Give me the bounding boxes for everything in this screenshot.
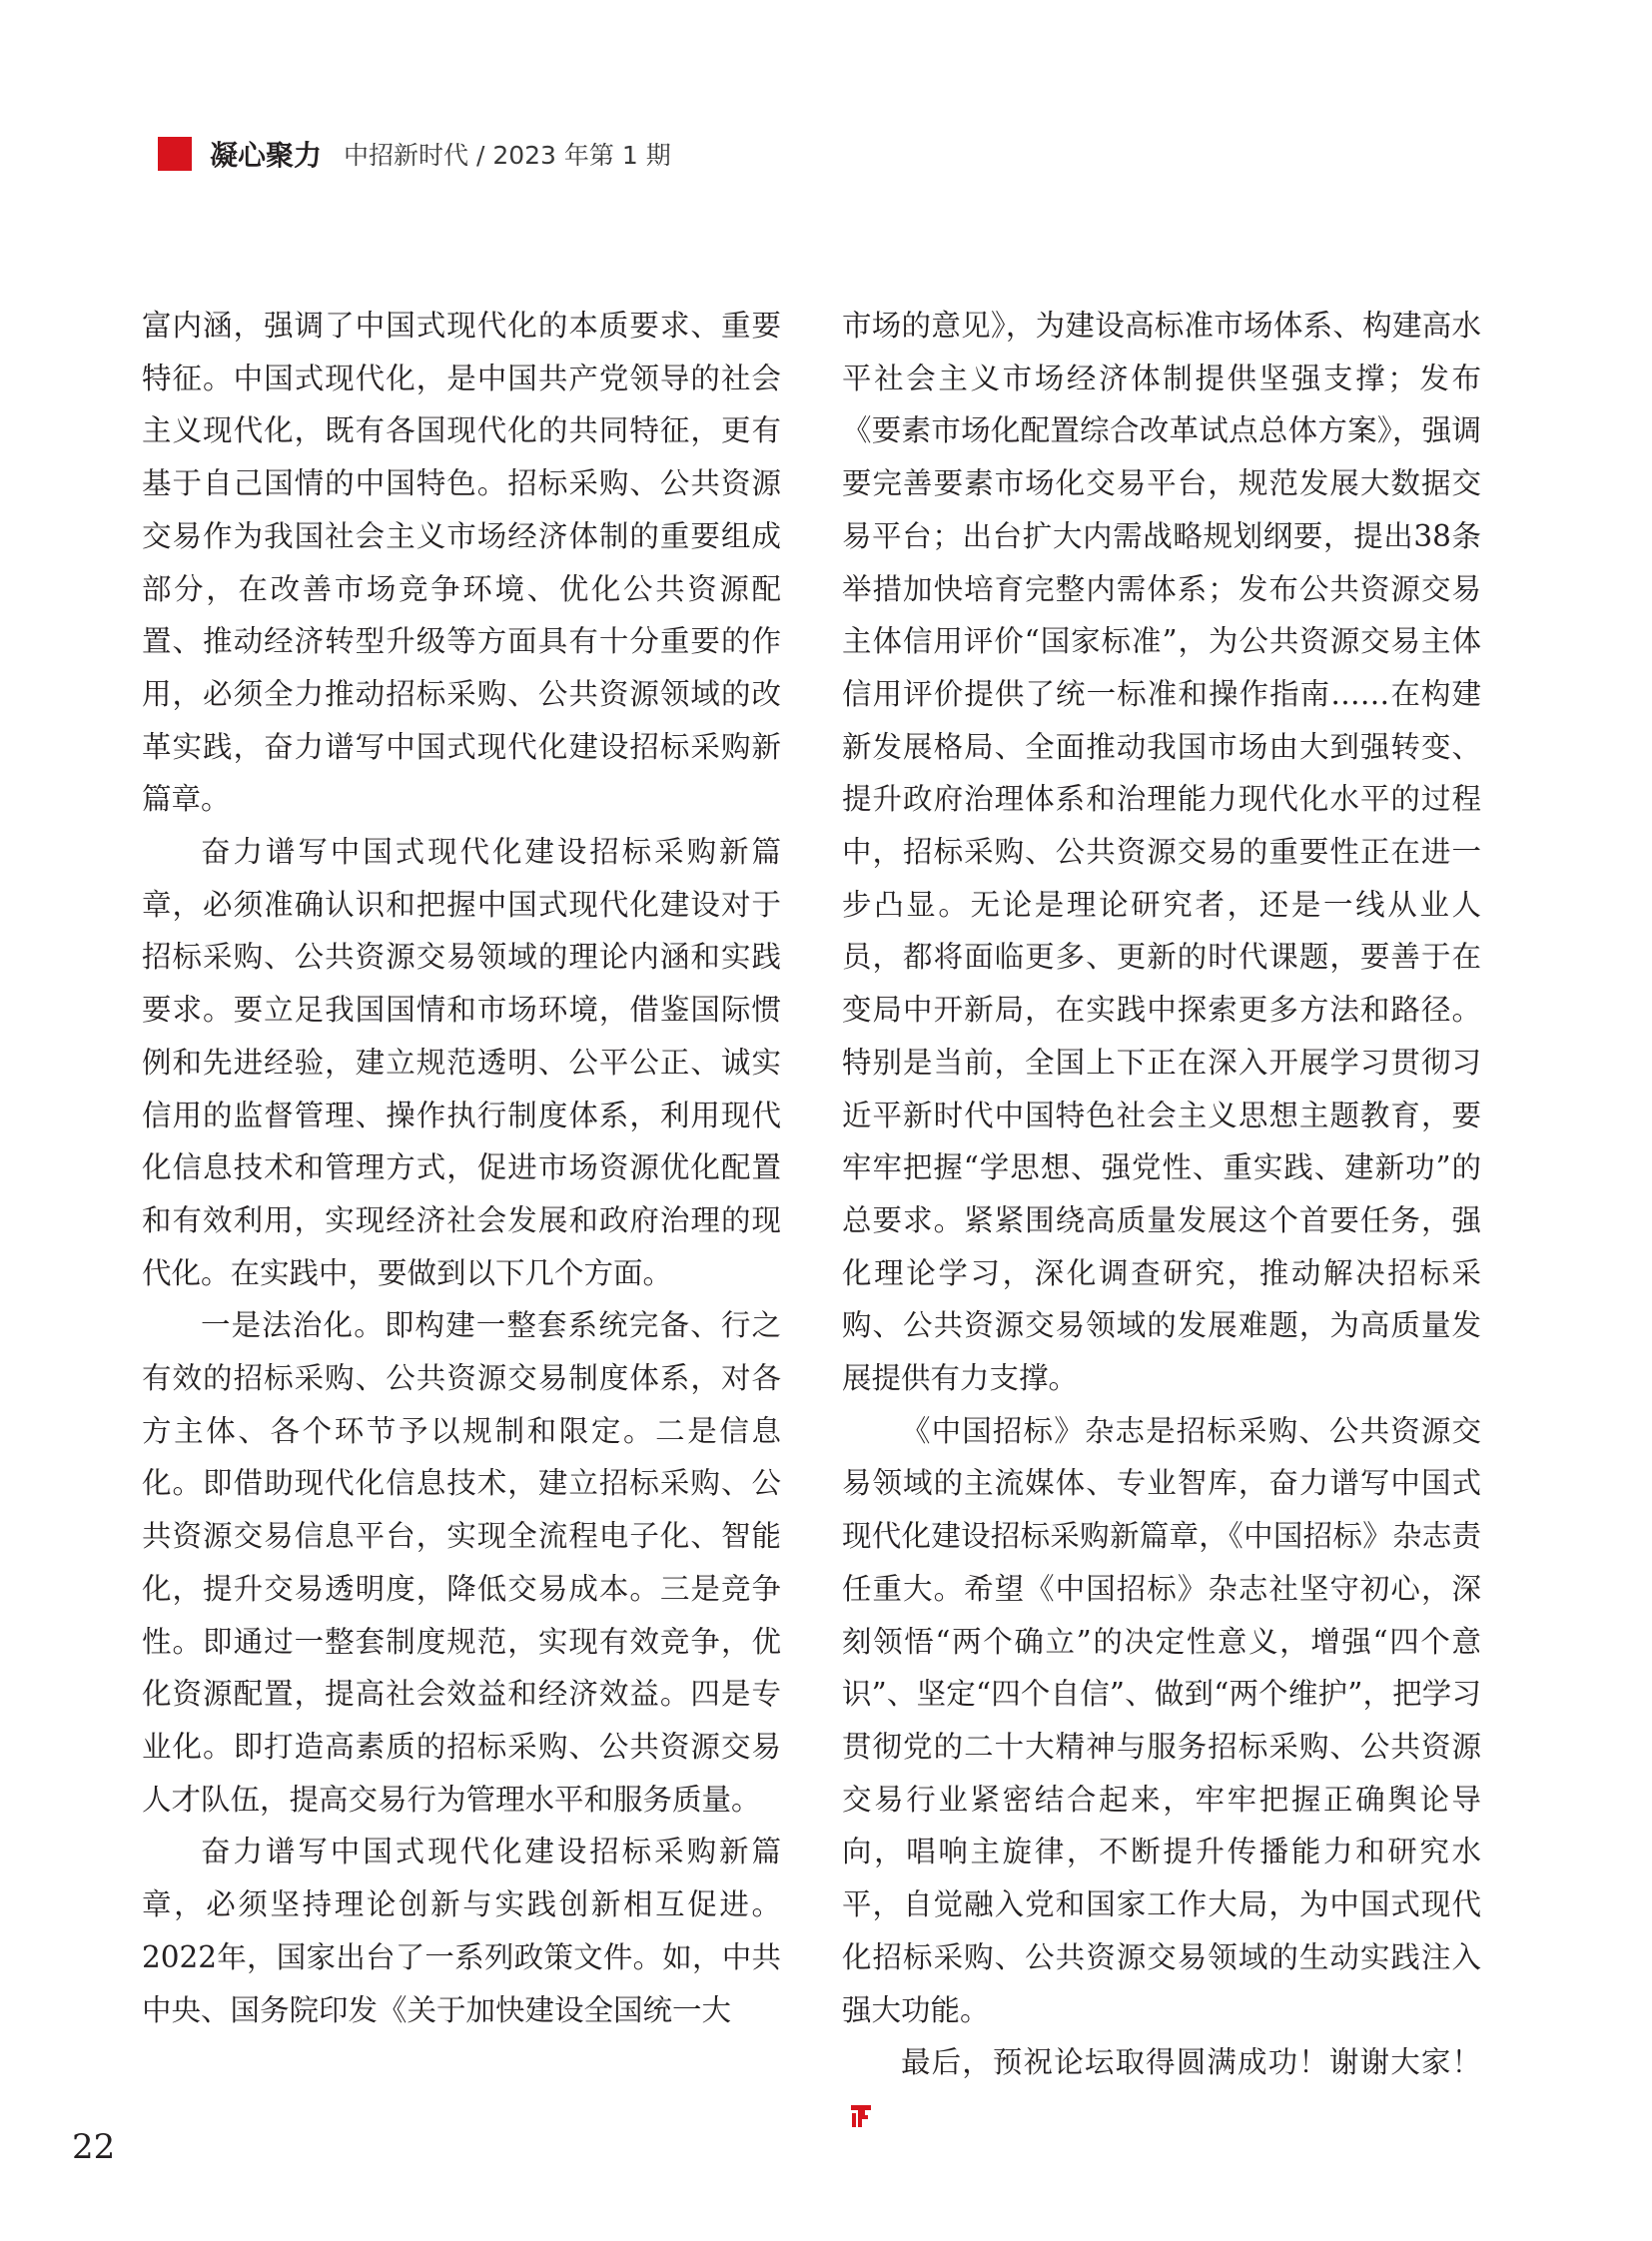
paragraph: 一是法治化。即构建一整套系统完备、行之有效的招标采购、公共资源交易制度体系，对各方主体、各个环节予以规制和限定。二是信息化。即借助现代化信息技术，建立招标采购、公共资源交易信息平台，实现全流程电子化、智能化，提升交易透明度，降低交易成本。三是竞争性。即通过一整套制度规范，实现有效竞争，优化资源配置，提高社会效益和经济效益。四是专业化。即打造高素质的招标采购、公共资源交易人才队伍，提高交易行为管理水平和服务质量。 [142, 1308, 781, 1817]
paragraph: 市场的意见》，为建设高标准市场体系、构建高水平社会主义市场经济体制提供坚强支撑；发布《要素市场化配置综合改革试点总体方案》，强调要完善要素市场化交易平台，规范发展大数据交易平台；出台扩大内需战略规划纲要，提出38条举措加快培育完整内需体系；发布公共资源交易主体信用评价“国家标准”，为公共资源交易主体信用评价提供了统一标准和操作指南……在构建新发展格局、全面推动我国市场由大到强转变、提升政府治理体系和治理能力现代化水平的过程中，招标采购、公共资源交易的重要性正在进一步凸显。无论是理论研究者，还是一线从业人员，都将面临更多、更新的时代课题，要善于在变局中开新局，在实践中探索更多方法和路径。特别是当前，全国上下正在深入开展学习贯彻习近平新时代中国特色社会主义思想主题教育，要牢牢把握“学思想、强党性、重实践、建新功”的总要求。紧紧围绕高质量发展这个首要任务，强化理论学习，深化调查研究，推动解决招标采购、公共资源交易领域的发展难题，为高质量发展提供有力支撑。 [842, 309, 1481, 1396]
closing-text: 最后，预祝论坛取得圆满成功！谢谢大家！ [901, 2045, 1481, 2080]
issue-label: 中招新时代 / 2023 年第 1 期 [344, 141, 671, 170]
red-square-icon [158, 137, 192, 171]
right-column [842, 300, 1481, 2142]
magazine-logo-icon [848, 2101, 874, 2129]
running-header [158, 134, 671, 174]
paragraph: 奋力谱写中国式现代化建设招标采购新篇章，必须准确认识和把握中国式现代化建设对于招标采购、公共资源交易领域的理论内涵和实践要求。要立足我国国情和市场环境，借鉴国际惯例和先进经验，建立规范透明、公平公正、诚实信用的监督管理、操作执行制度体系，利用现代化信息技术和管理方式，促进市场资源优化配置和有效利用，实现经济社会发展和政府治理的现代化。在实践中，要做到以下几个方面。 [142, 835, 781, 1290]
paragraph: 富内涵，强调了中国式现代化的本质要求、重要特征。中国式现代化，是中国共产党领导的社会主义现代化，既有各国现代化的共同特征，更有基于自己国情的中国特色。招标采购、公共资源交易作为我国社会主义市场经济体制的重要组成部分，在改善市场竞争环境、优化公共资源配置、推动经济转型升级等方面具有十分重要的作用，必须全力推动招标采购、公共资源领域的改革实践，奋力谱写中国式现代化建设招标采购新篇章。 [142, 309, 781, 817]
paragraph: 奋力谱写中国式现代化建设招标采购新篇章，必须坚持理论创新与实践创新相互促进。2022年，国家出台了一系列政策文件。如，中共中央、国务院印发《关于加快建设全国统一大 [142, 1835, 781, 2027]
section-title: 凝心聚力 [210, 139, 323, 172]
closing-paragraph [842, 2036, 1481, 2141]
paragraph: 《中国招标》杂志是招标采购、公共资源交易领域的主流媒体、专业智库，奋力谱写中国式现代化建设招标采购新篇章，《中国招标》杂志责任重大。希望《中国招标》杂志社坚守初心，深刻领悟“两个确立”的决定性意义，增强“四个意识”、坚定“四个自信”、做到“两个维护”，把学习贯彻党的二十大精神与服务招标采购、公共资源交易行业紧密结合起来，牢牢把握正确舆论导向，唱响主旋律，不断提升传播能力和研究水平，自觉融入党和国家工作大局，为中国式现代化招标采购、公共资源交易领域的生动实践注入强大功能。 [842, 1413, 1481, 2027]
left-column [142, 300, 781, 2036]
page-number: 22 [72, 2127, 116, 2167]
